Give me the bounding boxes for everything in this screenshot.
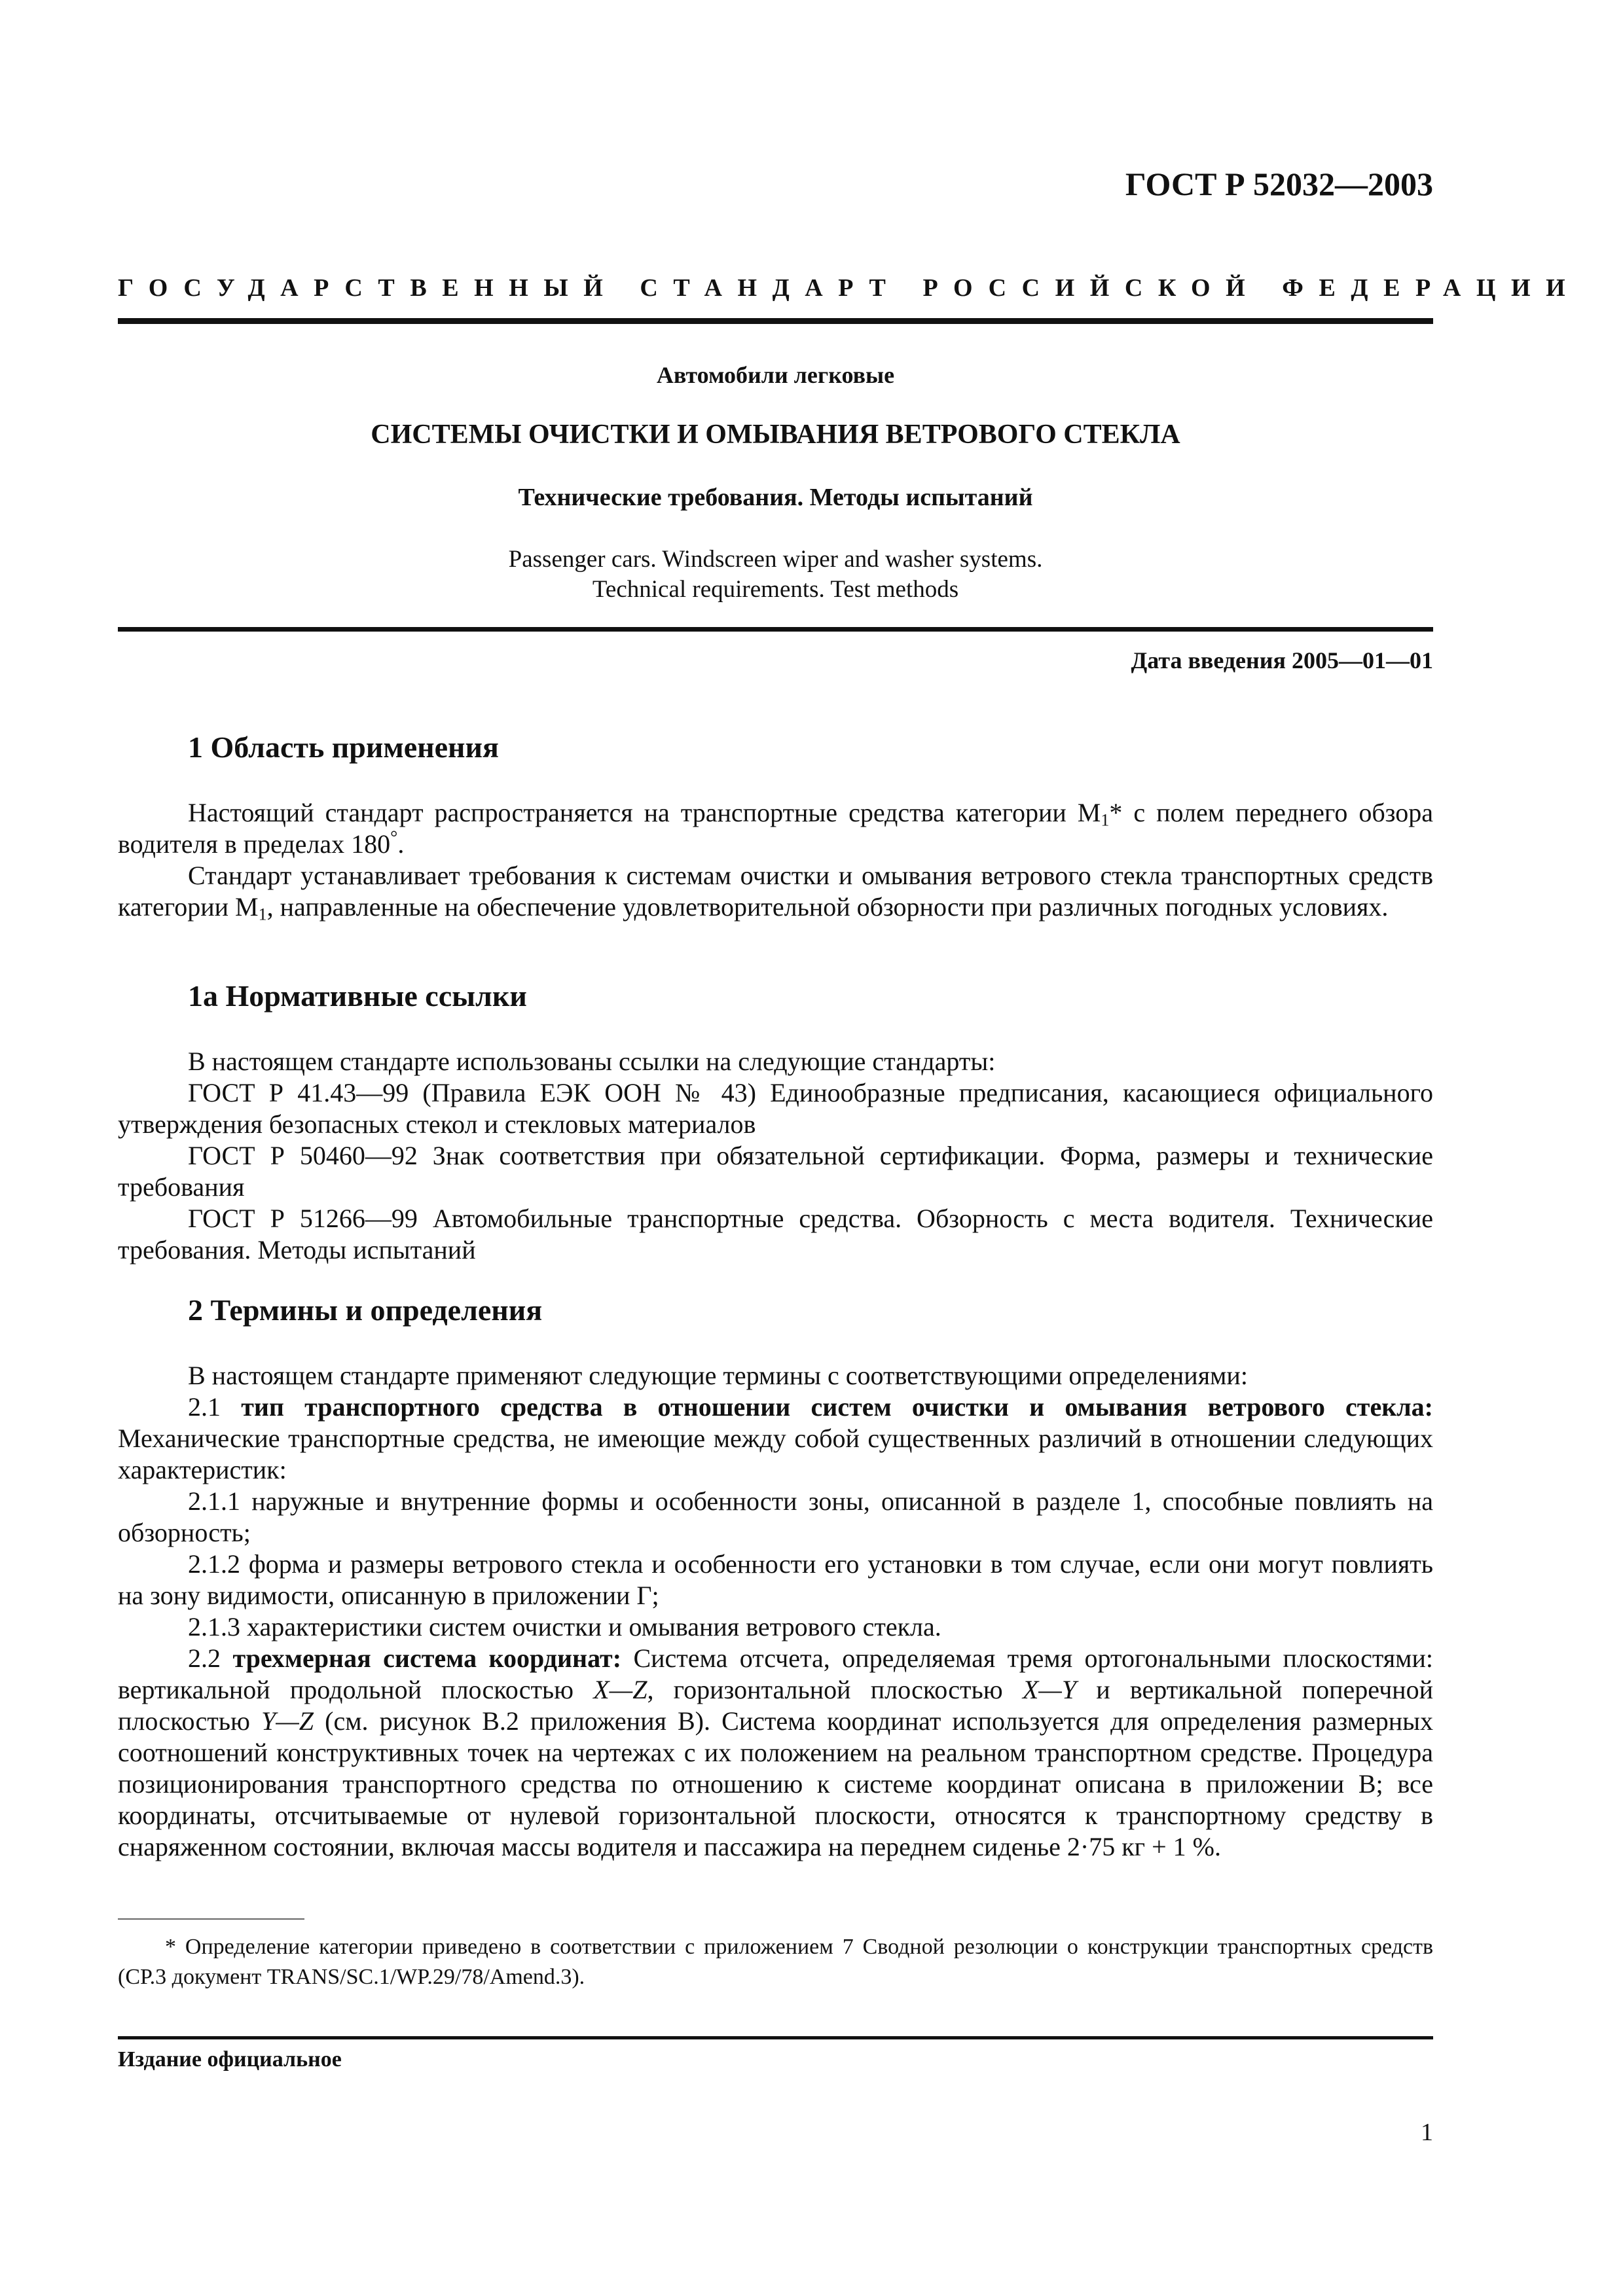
section-2-heading: 2 Термины и определения [188,1293,543,1327]
section-1-body [118,797,1433,923]
section-1a-heading: 1а Нормативные ссылки [188,979,527,1013]
footnote-text: * Определение категории приведено в соответствии с приложением 7 Сводной резолюции о конструкции транспортных средств (СР.3 документ TRANS/SC.1/WP.29/78/Amend.3). [118,1935,1433,1989]
header-divider [118,318,1433,324]
term-2-1: 2.1 тип транспортного средства в отношении систем очистки и омывания ветрового стекла: Механические транспортные средства, не имеющие между собой существенных различий в отношении следующих характеристик: [118,1392,1434,1484]
term-2-2: 2.2 трехмерная система координат: Система отсчета, определяемая тремя ортогональными плоскостями: вертикальной продольной плоскостью X—Z, горизонтальной плоскостью X—Y и вертикальной поперечной плоскостью Y—Z (см. рисунок В.2 приложения В). Система координат используется для определения размерных соотношений конструктивных точек на чертежах с их положением на реальном транспортном средстве. Процедура позиционирования транспортного средства по отношению к системе координат описана в приложении В; все координаты, отсчитываемые от нулевой горизонтальной плоскости, относятся к транспортному средству в снаряженном состоянии, включая массы водителя и пассажира на переднем сиденье 2·75 кг + 1 %. [118,1643,1434,1861]
reference-item: ГОСТ Р 41.43—99 (Правила ЕЭК ООН № 43) Единообразные предписания, касающиеся официального утверждения безопасных стекол и стекловых материалов [118,1078,1433,1139]
footnote-divider [118,1918,304,1920]
term-2-1-2: 2.1.2 форма и размеры ветрового стекла и особенности его установки в том случае, если они могут повлиять на зону видимости, описанную в приложении Г; [118,1549,1433,1610]
section-1a-body [118,1046,1433,1266]
section-1-heading: 1 Область применения [188,730,499,764]
introduction-date: Дата введения 2005—01—01 [1131,647,1433,673]
section-2-body [118,1360,1433,1863]
section-1-paragraph-1: Настоящий стандарт распространяется на транспортные средства категории $М_1*$ с полем переднего обзора водителя в пределах 180°. [118,798,1434,859]
title-divider [118,627,1433,632]
reference-item: ГОСТ Р 51266—99 Автомобильные транспортные средства. Обзорность с места водителя. Технические требования. Методы испытаний [118,1204,1433,1265]
references-intro: В настоящем стандарте использованы ссылки на следующие стандарты: [188,1047,996,1076]
main-title: СИСТЕМЫ ОЧИСТКИ И ОМЫВАНИЯ ВЕТРОВОГО СТЕКЛА [371,420,1180,450]
state-standard-banner: ГОСУДАРСТВЕННЫЙ СТАНДАРТ РОССИЙСКОЙ ФЕДЕРАЦИИ [118,274,1581,302]
english-title-line-2: Technical requirements. Test methods [592,576,959,603]
footnote [118,1932,1433,1992]
subtitle: Технические требования. Методы испытаний [518,484,1033,511]
section-1-paragraph-2: Стандарт устанавливает требования к системам очистки и омывания ветрового стекла транспортных средств категории $М_1$, направленные на обеспечение удовлетворительной обзорности при различных погодных условиях. [118,861,1433,924]
category-title: Автомобили легковые [656,362,895,388]
english-title [118,545,1433,605]
term-2-1-3: 2.1.3 характеристики систем очистки и омывания ветрового стекла. [188,1612,941,1641]
official-edition-label: Издание официальное [118,2047,342,2072]
english-title-line-1: Passenger cars. Windscreen wiper and washer systems. [508,546,1043,573]
reference-item: ГОСТ Р 50460—92 Знак соответствия при обязательной сертификации. Форма, размеры и технические требования [118,1141,1433,1202]
term-2-1-1: 2.1.1 наружные и внутренние формы и особенности зоны, описанной в разделе 1, способные повлиять на обзорность; [118,1486,1433,1547]
footer-divider [118,2036,1433,2039]
terms-intro: В настоящем стандарте применяют следующие термины с соответствующими определениями: [188,1361,1248,1390]
gost-code: ГОСТ Р 52032—2003 [1125,166,1433,202]
page-number: 1 [1421,2119,1433,2146]
